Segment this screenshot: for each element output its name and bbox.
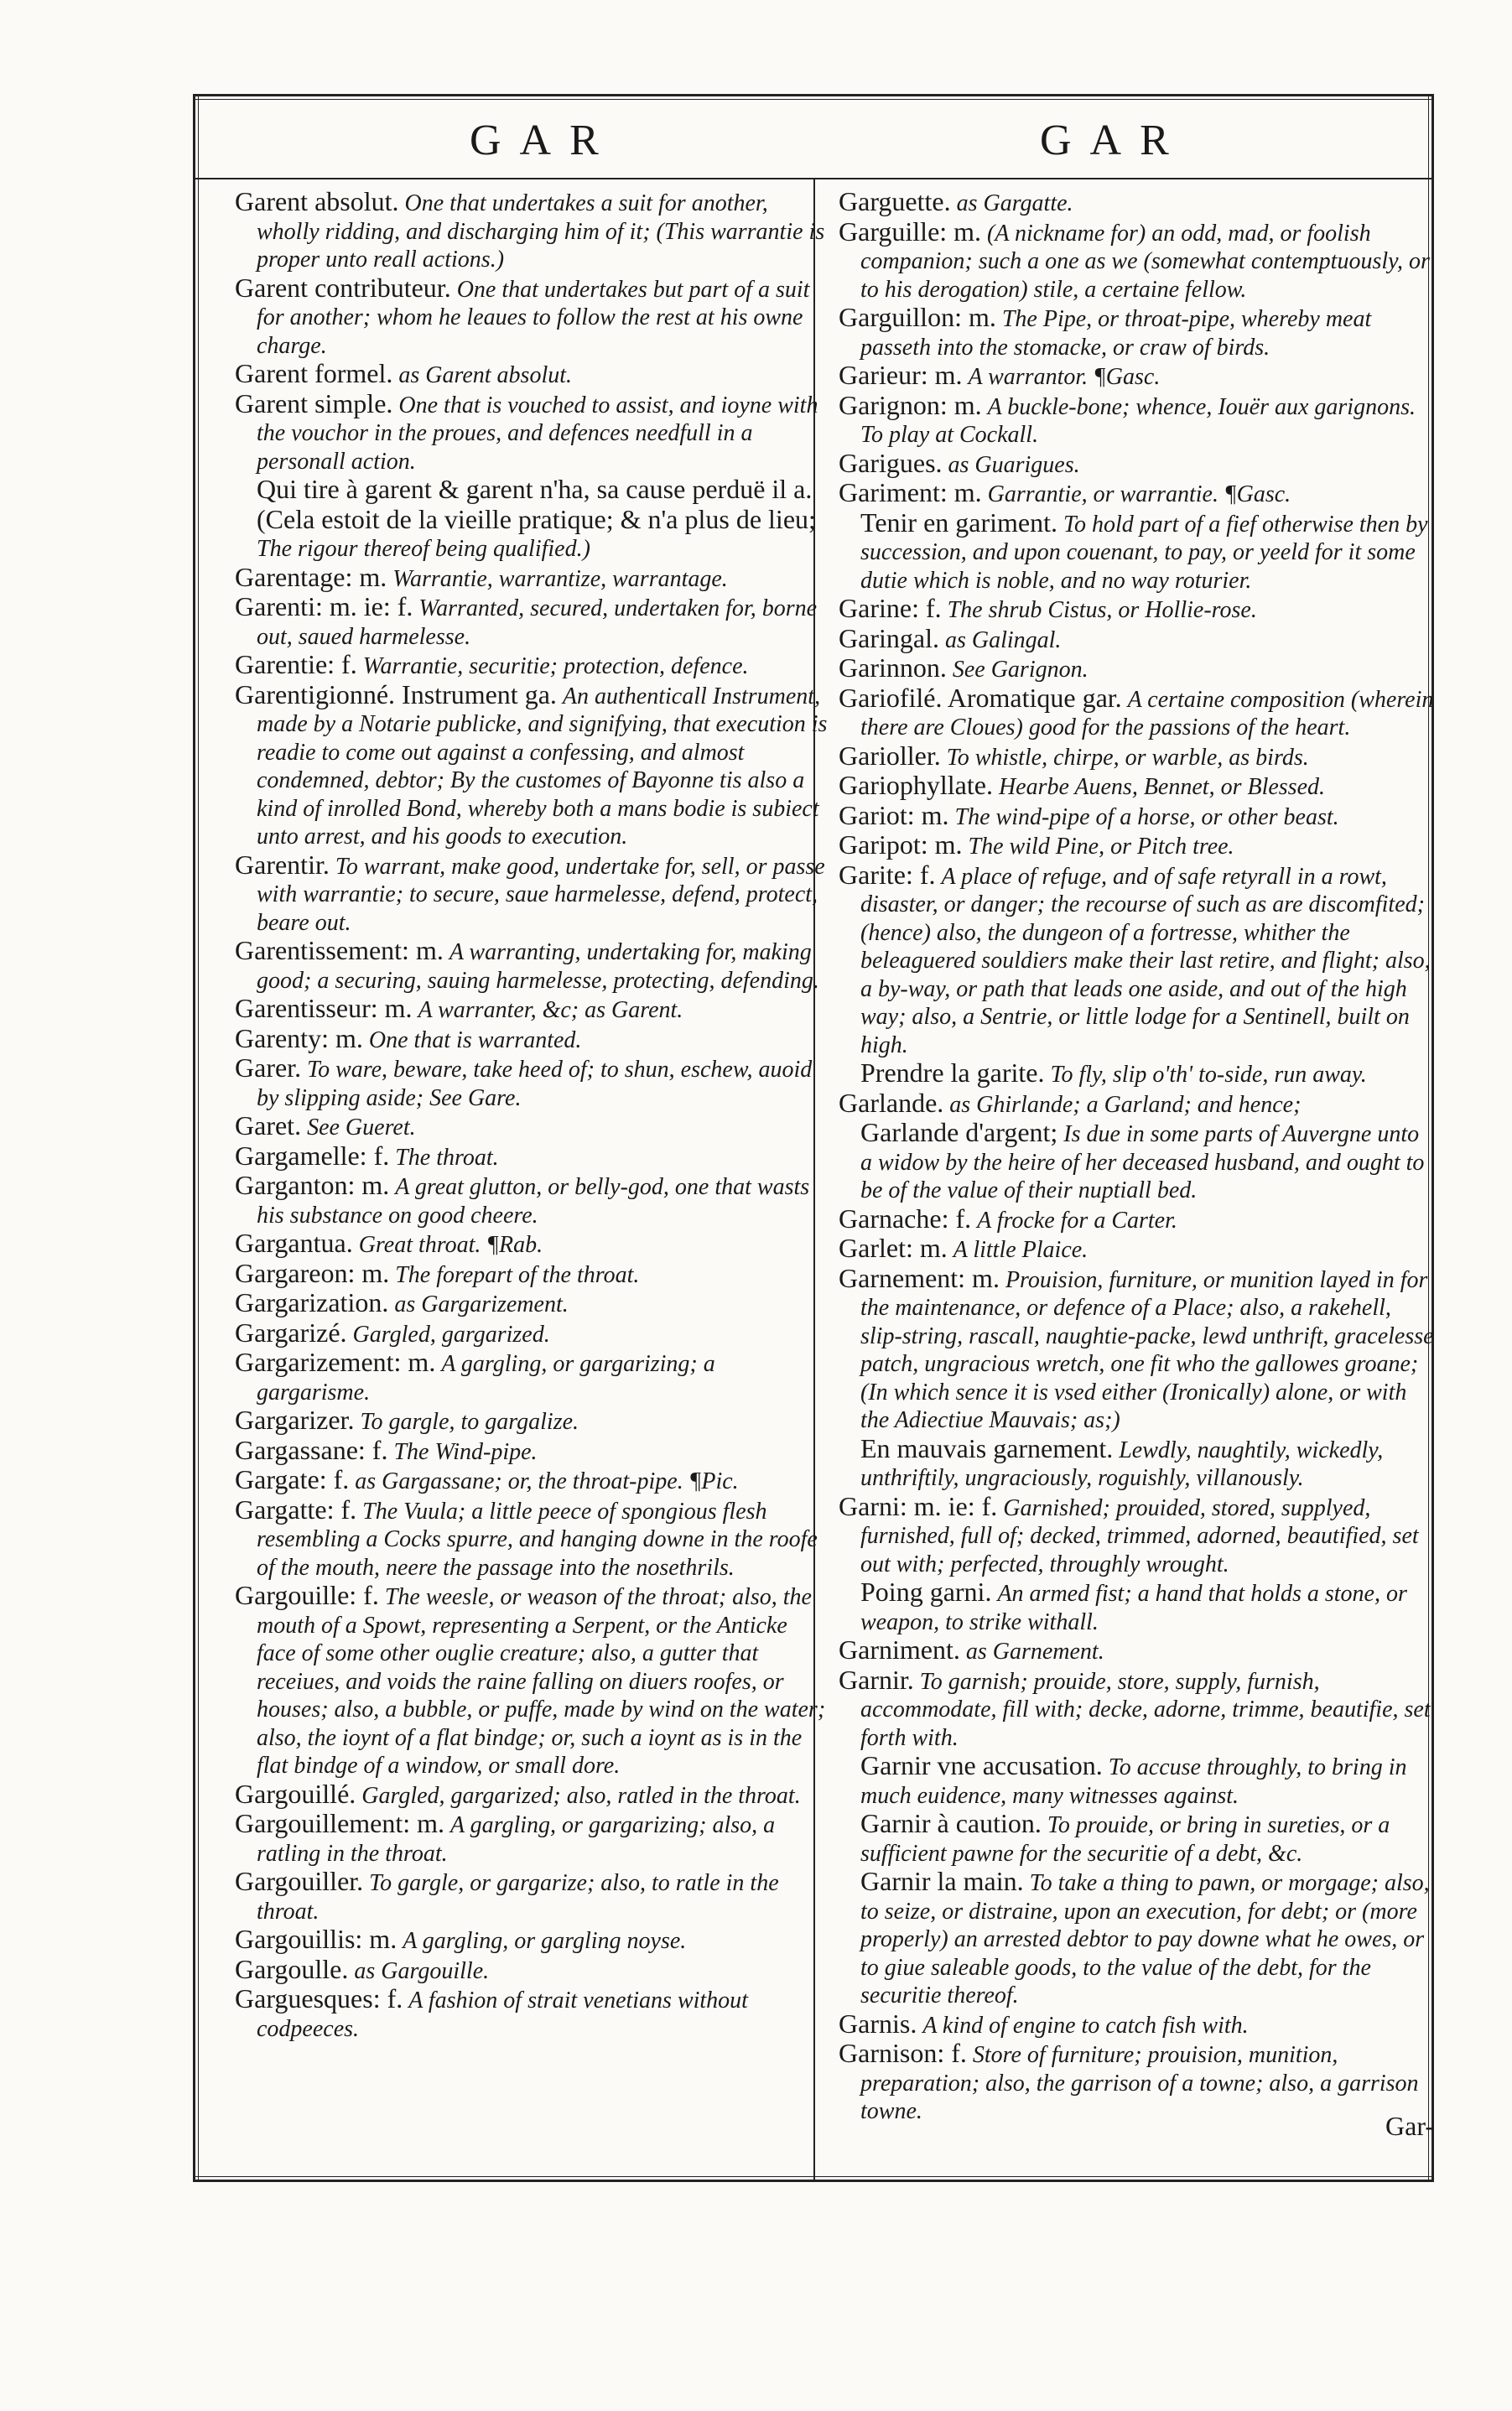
frame-rule-left-inner [198,94,199,2182]
entry-definition: The wild Pine, or Pitch tree. [968,834,1234,860]
entry-headword: Gargarizer. [235,1405,355,1435]
entry-definition: To ware, beware, take heed of; to shun, eschew, auoid by slipping aside; See Gare. [257,1057,813,1111]
entry-definition: A place of refuge, and of safe retyrall in a rowt, disaster, or danger; the recourse of such as are discomfited; (hence) also, the dungeon of a fortresse, whither the beleaguered souldiers make their last retire, and flight; also, a by-way, or path that leads one aside, and out of the high way; also, a Sentrie, or little lodge for a Sentinell, built on high. [860,863,1431,1058]
dictionary-entry [839,772,1434,802]
entry-definition: One that undertakes a suit for another, wholly ridding, and discharging him of it; (This warrantie is proper unto reall actions.) [257,190,825,273]
dictionary-entry [235,1582,830,1780]
dictionary-entry [839,188,1434,218]
entry-definition: To garnish; prouide, store, supply, furnish, accommodate, fill with; decke, adorne, trimme, beautifie, set forth with. [860,1668,1431,1751]
entry-headword: Garguillon: m. [839,302,996,332]
page-frame [193,94,1434,2182]
entry-definition: Garnished; prouided, stored, supplyed, furnished, full of; decked, trimmed, adorned, beautified, set out with; perfected, throughly wrought. [860,1494,1419,1577]
entry-definition: Warrantie, warrantize, warrantage. [392,565,728,592]
entry-definition: A little Plaice. [953,1237,1089,1263]
entry-definition: One that undertakes but part of a suit for another; whom he leaues to follow the rest at his owne charge. [257,276,810,359]
dictionary-entry [839,1868,1434,2010]
dictionary-entry [235,1925,830,1956]
entry-definition: To prouide, or bring in sureties, or a sufficient pawne for the securitie of a debt, &c. [860,1812,1390,1867]
dictionary-entry [839,1119,1434,1205]
entry-definition: A warranter, &c; as Garent. [418,997,683,1023]
dictionary-entry [839,799,1434,832]
entry-definition: To accuse throughly, to bring in much euidence, many witnesses against. [860,1754,1407,1809]
entry-headword: Garingal. [839,622,939,653]
entry-definition: A fashion of strait venetians without codpeeces. [257,1988,748,2042]
dictionary-entry [839,449,1434,480]
entry-definition: A kind of engine to catch fish with. [922,2012,1249,2039]
entry-definition: The wind-pipe of a horse, or other beast. [954,803,1339,830]
entry-headword: Garieur: m. [839,360,963,390]
dictionary-entry [839,1089,1434,1120]
entry-headword: Garent simple. [235,387,393,418]
entry-headword: Garganton: m. [235,1170,390,1200]
entry-definition: One that is warranted. [368,1026,582,1053]
entry-headword: Garni: m. ie: f. [839,1490,998,1521]
entry-headword: Garine: f. [839,593,942,623]
entry-headword: Garguette. [839,186,951,216]
entry-definition: A certaine composition (wherein there are Cloues) good for the passions of the heart. [860,686,1434,740]
entry-headword: Gargouillis: m. [235,1924,397,1954]
entry-headword: Garentigionné. Instrument ga. [235,678,557,709]
entry-definition: The shrub Cistus, or Hollie-rose. [947,597,1257,623]
entry-headword: Garnir à caution. [860,1808,1042,1838]
dictionary-entry [235,1466,830,1496]
dictionary-entry [839,1432,1434,1493]
entry-headword: Qui tire à garent & garent n'ha, sa cause perduë il a. (Cela estoit de la vieille pratique; & n'a plus de lieu; [257,474,816,534]
running-head-left: GAR [470,117,617,164]
entry-definition: as Gargarizement. [394,1291,569,1317]
entry-headword: Gargouillement: m. [235,1808,445,1838]
dictionary-entry [839,361,1434,392]
frame-rule-left [193,94,195,2182]
entry-headword: Garipot: m. [839,829,963,860]
dictionary-entry [235,1054,830,1112]
entry-headword: Gariot: m. [839,799,949,830]
dictionary-entry [235,387,830,476]
entry-headword: Garlande d'argent; [860,1117,1058,1147]
entry-headword: Gargantua. [235,1228,353,1258]
entry-definition: A great glutton, or belly-god, one that wasts his substance on good cheere. [257,1174,810,1229]
dictionary-entry [839,654,1434,684]
entry-definition: A gargling, or gargling noyse. [403,1928,687,1954]
entry-headword: Gargouillé. [235,1778,356,1809]
entry-headword: Garguille: m. [839,216,982,247]
entry-headword: Garguesques: f. [235,1983,403,2013]
entry-definition: Garrantie, or warrantie. ¶Gasc. [987,481,1291,507]
entry-headword: Gargareon: m. [235,1257,390,1288]
dictionary-entry [235,188,830,274]
entry-definition: The Vuula; a little peece of spongious flesh resembling a Cocks spurre, and hanging downe in the roofe of the mouth, neere the passage into the nosethrils. [257,1498,818,1581]
dictionary-entry [839,304,1434,361]
dictionary-entry [839,1490,1434,1579]
dictionary-entry [235,1406,830,1437]
entry-headword: Garentir. [235,849,330,880]
dictionary-entry [839,684,1434,742]
entry-headword: Garnir la main. [860,1866,1024,1896]
dictionary-entry [235,593,830,651]
entry-headword: Gargarizé. [235,1317,347,1348]
dictionary-entry [235,1022,830,1055]
entry-definition: Is due in some parts of Auvergne unto a widow by the heire of her deceased husband, and ought to be of the value of their nuptiall bed. [860,1121,1425,1203]
dictionary-entry [235,937,830,995]
dictionary-entry [839,389,1434,449]
entry-definition: The forepart of the throat. [395,1261,640,1288]
dictionary-entry [235,360,830,390]
dictionary-entry [235,1229,830,1260]
entry-headword: Garnir vne accusation. [860,1750,1103,1780]
entry-definition: as Gargassane; or, the throat-pipe. ¶Pic. [355,1468,739,1494]
entry-headword: En mauvais garnement. [860,1432,1114,1463]
dictionary-entry [839,742,1434,772]
dictionary-entry [235,475,830,564]
entry-definition: An armed fist; a hand that holds a stone, or weapon, to strike withall. [860,1581,1407,1635]
dictionary-entry [839,1578,1434,1636]
entry-headword: Prendre la garite. [860,1057,1045,1088]
entry-headword: Gargouiller. [235,1866,364,1896]
entry-headword: Gargate: f. [235,1464,350,1494]
dictionary-entry [235,1434,830,1467]
entry-definition: One that is vouched to assist, and ioyne with the vouchor in the proues, and defences needfull in a personall action. [257,392,818,475]
entry-definition: The weesle, or weason of the throat; also, the mouth of a Spowt, representing a Serpent, or the Anticke face of some other ouglie creature; also, a gutter that receiues, and voids the raine falling on diuers roofes, or houses; also, a bubble, or puffe, made by wind on the water; also, the ioynt of a flat bindge; or, such a ioynt as is in the flat bindge of a window, or small dore. [257,1584,826,1779]
dictionary-entry [839,218,1434,304]
dictionary-entry [235,1112,830,1142]
dictionary-entry [839,595,1434,625]
dictionary-entry [235,1985,830,2043]
dictionary-entry [235,678,830,851]
entry-headword: Garlande. [839,1087,944,1118]
entry-definition: See Gueret. [307,1115,416,1141]
frame-rule-top-inner [193,99,1434,100]
right-column [839,188,1434,2126]
entry-headword: Garlet: m. [839,1233,948,1263]
entry-definition: Warrantie, securitie; protection, defence. [362,653,749,679]
entry-definition: as Gargouille. [354,1957,490,1984]
entry-headword: Garenty: m. [235,1022,363,1053]
entry-definition: as Garnement. [965,1639,1104,1665]
entry-definition: The throat. [395,1144,499,1171]
dictionary-entry [235,1289,830,1319]
entry-definition: A gargling, or gargarizing; a gargarisme. [257,1351,715,1406]
entry-headword: Garer. [235,1052,302,1083]
entry-headword: Gariophyllate. [839,770,993,800]
entry-definition: To warrant, make good, undertake for, sell, or passe with warrantie; to secure, saue harmelesse, defend, protect, beare out. [257,853,825,936]
entry-headword: Garite: f. [839,859,936,890]
dictionary-entry [839,1810,1434,1868]
entry-headword: Gariofilé. Aromatique gar. [839,682,1122,713]
dictionary-entry [839,479,1434,509]
entry-headword: Garent formel. [235,358,393,388]
entry-definition: as Galingal. [944,626,1062,653]
entry-definition: as Garent absolut. [398,362,572,388]
entry-definition: Gargled, gargarized. [352,1321,550,1348]
entry-definition: Prouision, furniture, or munition layed in for the maintenance, or defence of a Place; also, a rakehell, slip-string, rascall, naughtie-packe, lewd unthrift, gracelesse patch, ungracious wretch, one fit who the gallowes groane; (In which sence it is vsed either (Ironically) alone, or with the Adiectiue Mauvais; as;) [860,1266,1434,1433]
entry-definition: See Garignon. [952,657,1089,683]
entry-headword: Garenti: m. ie: f. [235,591,413,621]
dictionary-entry [839,622,1434,655]
entry-definition: Gargled, gargarized; also, ratled in the throat. [361,1782,801,1809]
entry-definition: To whistle, chirpe, or warble, as birds. [946,744,1309,771]
entry-definition: A warrantor. ¶Gasc. [968,364,1161,390]
entry-definition: A frocke for a Carter. [977,1207,1177,1234]
entry-definition: A buckle-bone; whence, Iouër aux garignons. To play at Cockall. [860,393,1416,448]
entry-definition: To gargle, to gargalize. [360,1409,579,1435]
entry-definition: The Pipe, or throat-pipe, whereby meat passeth into the stomacke, or craw of birds. [860,306,1372,361]
dictionary-entry [235,1868,830,1925]
dictionary-entry [235,1142,830,1172]
dictionary-entry [839,1636,1434,1666]
entry-definition: Great throat. ¶Rab. [358,1232,543,1258]
entry-definition: An authenticall Instrument, made by a Notarie publicke, and signifying, that execution is readie to come out against a confessing, and almost condemned, debtor; By the customes of Bayonne tis also a kind of inrolled Bond, whereby both a mans bodie is subiect unto arrest, and his goods to execution. [257,683,828,850]
left-column [235,188,830,2043]
entry-headword: Garent absolut. [235,186,399,216]
entry-headword: Garigues. [839,447,943,478]
entry-definition: Store of furniture; prouision, munition, preparation; also, the garrison of a towne; also, a garrison towne. [860,2042,1419,2124]
dictionary-entry [235,1257,830,1290]
entry-headword: Garnache: f. [839,1203,972,1234]
entry-headword: Gargamelle: f. [235,1140,390,1171]
entry-headword: Garentie: f. [235,649,357,679]
entry-definition: Lewdly, naughtily, wickedly, unthriftily, ungraciously, roguishly, villanously. [860,1437,1384,1491]
entry-headword: Garnis. [839,2008,917,2039]
entry-headword: Gargassane: f. [235,1434,388,1465]
entry-headword: Gariment: m. [839,477,982,507]
dictionary-entry [235,561,830,594]
dictionary-entry [839,861,1434,1060]
entry-definition: The rigour thereof being qualified.) [257,536,590,562]
entry-headword: Garnement: m. [839,1262,1000,1293]
entry-headword: Garentage: m. [235,561,387,592]
entry-definition: To fly, slip o'th' to-side, run away. [1050,1062,1367,1088]
dictionary-entry [839,831,1434,861]
entry-definition: Warranted, secured, undertaken for, borne out, saued harmelesse. [257,595,818,650]
entry-headword: Garent contributeur. [235,272,451,303]
entry-headword: Garet. [235,1110,302,1141]
dictionary-entry [235,1810,830,1868]
dictionary-entry [839,1234,1434,1265]
entry-definition: The Wind-pipe. [393,1438,538,1465]
dictionary-entry [839,1205,1434,1235]
dictionary-entry [839,1059,1434,1089]
entry-headword: Garentissement: m. [235,935,444,965]
running-head-right: GAR [1040,117,1187,164]
catchword: Gar- [1385,2111,1434,2141]
entry-headword: Garniment. [839,1634,960,1665]
dictionary-entry [235,274,830,361]
dictionary-entry [235,1172,830,1229]
dictionary-entry [839,1752,1434,1810]
entry-definition: To gargle, or gargarize; also, to ratle in the throat. [257,1870,779,1925]
entry-headword: Gargarizement: m. [235,1347,436,1377]
entry-definition: Hearbe Auens, Bennet, or Blessed. [998,774,1325,800]
dictionary-entry [235,995,830,1025]
entry-headword: Garnison: f. [839,2038,967,2068]
entry-definition: A gargling, or gargarizing; also, a ratling in the throat. [257,1812,776,1867]
entry-headword: Garnir. [839,1664,914,1695]
dictionary-entry [839,1666,1434,1753]
dictionary-entry [235,1348,830,1406]
entry-headword: Poing garni. [860,1577,992,1607]
entry-headword: Garioller. [839,740,941,771]
dictionary-entry [235,1953,830,1986]
entry-definition: as Guarigues. [948,451,1080,478]
dictionary-entry [839,509,1434,595]
entry-headword: Gargatte: f. [235,1494,357,1525]
entry-headword: Gargouille: f. [235,1580,379,1610]
dictionary-entry [235,851,830,938]
entry-headword: Garinnon. [839,652,947,683]
entry-headword: Tenir en gariment. [860,507,1057,538]
dictionary-entry [839,2010,1434,2040]
entry-definition: To take a thing to pawn, or morgage; also, to seize, or distraine, upon an execution, for debt; or (more properly) an arrested debtor to pay downe what he owes, or to giue saleable goods, to the value of the debt, for the securitie thereof. [860,1870,1430,2008]
entry-headword: Garignon: m. [839,389,982,420]
entry-definition: (A nickname for) an odd, mad, or foolish companion; such a one as we (somewhat contemptuously, or to his derogation) stile, a certaine fellow. [860,220,1430,303]
dictionary-entry [839,1262,1434,1435]
dictionary-entry [235,1780,830,1811]
entry-headword: Gargarization. [235,1287,389,1317]
entry-definition: as Gargatte. [956,190,1073,216]
entry-definition: as Ghirlande; a Garland; and hence; [949,1091,1302,1118]
dictionary-entry [235,651,830,681]
entry-headword: Garentisseur: m. [235,993,413,1023]
dictionary-entry [235,1496,830,1582]
entry-headword: Gargoulle. [235,1953,349,1984]
dictionary-entry [235,1319,830,1349]
entry-definition: A warranting, undertaking for, making good; a securing, sauing harmelesse, protecting, defending. [257,939,819,994]
entry-definition: To hold part of a fief otherwise then by succession, and upon couenant, to pay, or yeeld for it some dutie which is noble, and no way roturier. [860,511,1428,594]
frame-rule-top [193,94,1434,96]
